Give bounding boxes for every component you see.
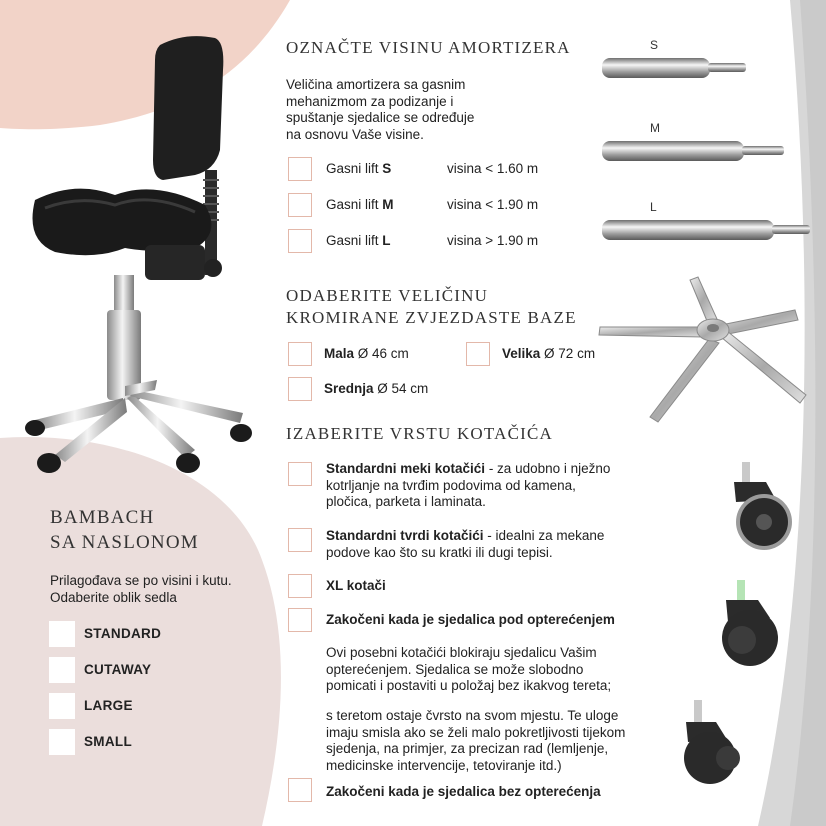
caster-locked-unloaded-label: Zakočeni kada je sjedalica bez opterećenja <box>326 784 601 799</box>
product-title <box>50 505 199 555</box>
base-mala-checkbox[interactable] <box>288 342 312 366</box>
seat-small-label: SMALL <box>84 734 132 749</box>
product-title-line: SA NASLONOM <box>50 532 199 553</box>
gas-lift-m-height: visina < 1.90 m <box>447 197 539 212</box>
base-heading-line: KROMIRANE ZVJEZDASTE BAZE <box>286 308 577 327</box>
product-desc-line: Prilagođava se po visini i kutu. <box>50 573 232 588</box>
locked-description-2: s teretom ostaje čvrsto na svom mjestu. Te uloge imaju smisla ako se želi malo pokretljivosti tijekom sjedenja, na primjer, za precizan rad (lemljenje, medicinske intervencije, tetoviranje itd.) <box>326 708 626 773</box>
caster-xl-checkbox[interactable] <box>288 574 312 598</box>
caster-locked-loaded-label: Zakočeni kada je sjedalica pod opterećenjem <box>326 612 615 627</box>
gas-lift-m-image-label: M <box>650 121 660 135</box>
caster-locked-loaded-checkbox[interactable] <box>288 608 312 632</box>
gas-lift-l-height: visina > 1.90 m <box>447 233 539 248</box>
gas-lift-l-checkbox[interactable] <box>288 229 312 253</box>
base-srednja-label: Srednja Ø 54 cm <box>324 381 429 396</box>
caster-locked-image <box>678 698 750 788</box>
gas-lift-m-checkbox[interactable] <box>288 193 312 217</box>
base-srednja-checkbox[interactable] <box>288 377 312 401</box>
caster-hard-checkbox[interactable] <box>288 528 312 552</box>
absorber-description <box>286 77 516 143</box>
saddle-chair-image <box>15 30 260 475</box>
seat-standard-label: STANDARD <box>84 626 162 641</box>
absorber-desc-line: mehanizmom za podizanje i <box>286 93 454 109</box>
gas-lift-m-label: Gasni lift M <box>326 197 394 212</box>
base-mala-label: Mala Ø 46 cm <box>324 346 409 361</box>
caster-soft-image <box>726 460 806 555</box>
gas-lift-s-image <box>600 56 750 80</box>
caster-locked-unloaded-checkbox[interactable] <box>288 778 312 802</box>
seat-cutaway-checkbox[interactable] <box>49 657 75 683</box>
product-description <box>50 573 270 606</box>
gas-lift-s-checkbox[interactable] <box>288 157 312 181</box>
product-title-line: BAMBACH <box>50 507 155 528</box>
seat-small-checkbox[interactable] <box>49 729 75 755</box>
base-heading-line: ODABERITE VELIČINU <box>286 286 489 305</box>
base-velika-label: Velika Ø 72 cm <box>502 346 596 361</box>
seat-standard-checkbox[interactable] <box>49 621 75 647</box>
base-heading <box>286 285 577 329</box>
gas-lift-l-image-label: L <box>650 200 657 214</box>
caster-soft-checkbox[interactable] <box>288 462 312 486</box>
caster-xl-label: XL kotači <box>326 578 386 593</box>
absorber-desc-line: na osnovu Vaše visine. <box>286 126 424 142</box>
seat-cutaway-label: CUTAWAY <box>84 662 152 677</box>
gas-lift-s-image-label: S <box>650 38 659 52</box>
caster-hard-image <box>712 578 792 673</box>
seat-large-checkbox[interactable] <box>49 693 75 719</box>
product-desc-line: Odaberite oblik sedla <box>50 589 177 605</box>
locked-description-1: Ovi posebni kotačići blokiraju sjedalicu Vašim opterećenjem. Sjedalica se može slobodno pomicati i postaviti u položaj bez ikakvog tereta; <box>326 645 612 693</box>
base-velika-checkbox[interactable] <box>466 342 490 366</box>
gas-lift-s-label: Gasni lift S <box>326 161 392 176</box>
absorber-heading: OZNAČTE VISINU AMORTIZERA <box>286 38 571 57</box>
caster-hard-label: Standardni tvrdi kotačići - idealni za mekane podove kao što su kratki ili dugi tepisi. <box>326 528 605 560</box>
absorber-desc-line: Veličina amortizera sa gasnim <box>286 77 466 92</box>
absorber-desc-line: spuštanje sjedalice se određuje <box>286 110 475 125</box>
seat-large-label: LARGE <box>84 698 133 713</box>
gas-lift-s-height: visina < 1.60 m <box>447 161 539 176</box>
star-base-image <box>595 275 810 425</box>
casters-heading: IZABERITE VRSTU KOTAČIĆA <box>286 424 554 443</box>
gas-lift-l-label: Gasni lift L <box>326 233 391 248</box>
caster-soft-label: Standardni meki kotačići - za udobno i nježno kotrljanje na tvrđim podovima od kamena, pločica, parketa i laminata. <box>326 461 611 509</box>
gas-lift-m-image <box>600 139 790 163</box>
gas-lift-l-image <box>600 218 815 242</box>
